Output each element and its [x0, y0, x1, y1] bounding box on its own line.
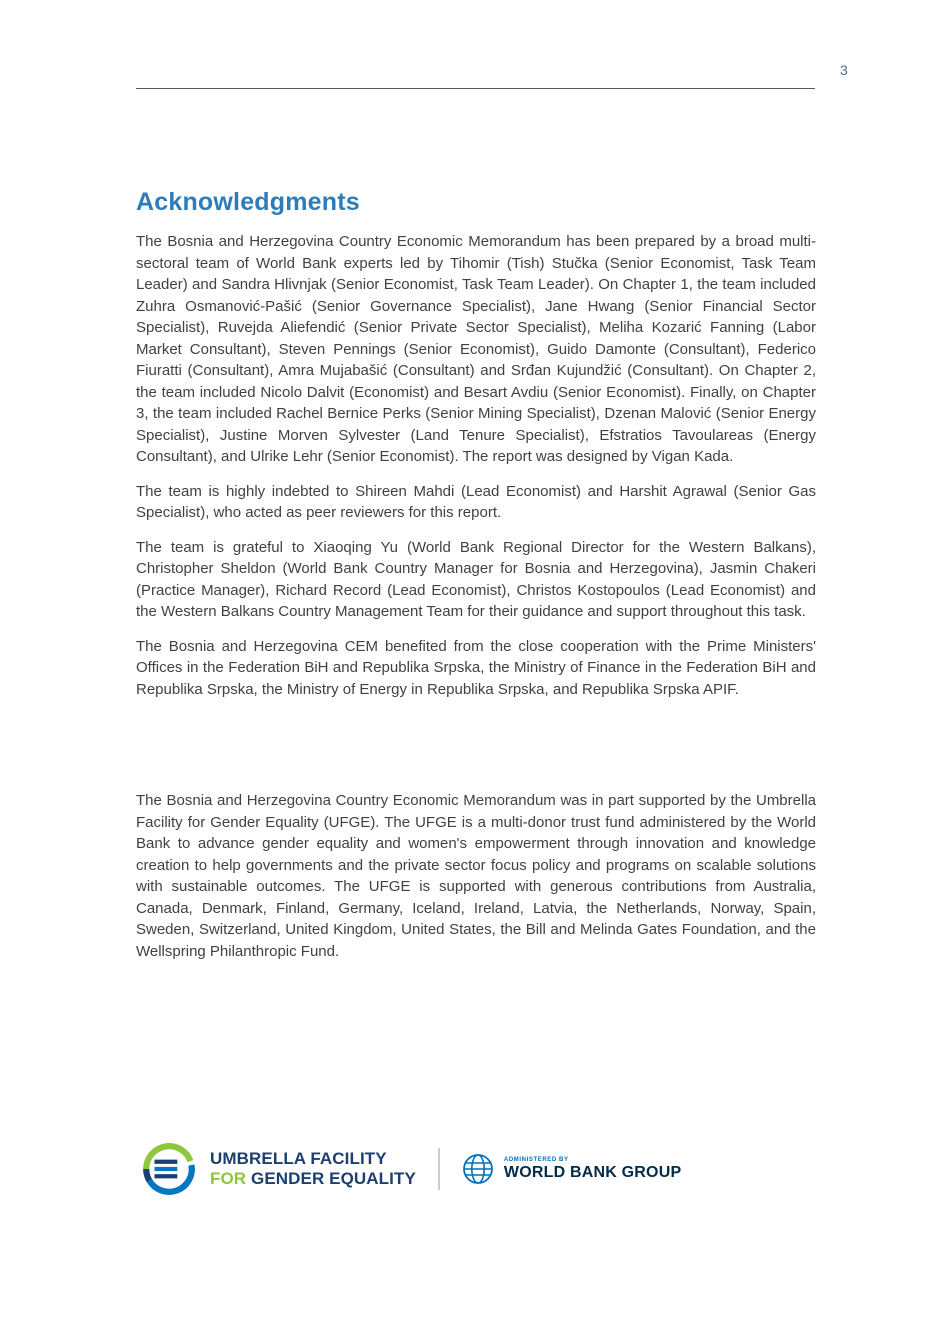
ufge-for: FOR: [210, 1169, 247, 1188]
ufge-line2: GENDER EQUALITY: [251, 1169, 416, 1188]
wbg-logo-text: [504, 1157, 681, 1182]
ufge-logo-text: [210, 1149, 416, 1189]
world-bank-group-logo: [460, 1151, 681, 1187]
acknowledgments-paragraph-2: The team is highly indebted to Shireen Mahdi (Lead Economist) and Harshit Agrawal (Senior Gas Specialist), who acted as peer reviewers for this report.: [136, 482, 816, 521]
acknowledgments-paragraph-1: The Bosnia and Herzegovina Country Economic Memorandum has been prepared by a broad multi-sectoral team of World Bank experts led by Tihomir (Tish) Stučka (Senior Economist, Task Team Leader) and Sandra Hlivnjak (Senior Economist, Task Team Leader). On Chapter 1, the team included Zuhra Osmanović-Pašić (Senior Governance Specialist), Jane Hwang (Senior Financial Sector Specialist), Ruvejda Aliefendić (Senior Private Sector Specialist), Meliha Kozarić Fanning (Labor Market Consultant), Steven Pennings (Senior Economist), Guido Damonte (Consultant), Federico Fiuratti (Consultant), Amra Mujabašić (Consultant) and Srđan Kujundžić (Consultant). On Chapter 2, the team included Nicolo Dalvit (Economist) and Besart Avdiu (Senior Economist). Finally, on Chapter 3, the team included Rachel Bernice Perks (Senior Mining Specialist), Dzenan Malović (Senior Energy Specialist), Justine Morven Sylvester (Land Tenure Specialist), Efstratios Tavoulareas (Energy Consultant), and Ulrike Lehr (Senior Economist). The report was designed by Vigan Kada.: [136, 233, 816, 465]
acknowledgments-paragraph-4: The Bosnia and Herzegovina CEM benefited from the close cooperation with the Prime Ministers' Offices in the Federation BiH and Republika Srpska, the Ministry of Finance in the Federation BiH and Republika Srpska, the Ministry of Energy in Republika Srpska, and Republika Srpska APIF.: [136, 637, 816, 698]
ufge-logo-icon: [140, 1140, 198, 1198]
page-content: [136, 188, 816, 962]
logo-divider: [438, 1148, 440, 1190]
ufge-support-paragraph: The Bosnia and Herzegovina Country Economic Memorandum was in part supported by the Umbrella Facility for Gender Equality (UFGE). The UFGE is a multi-donor trust fund administered by the World Bank to advance gender equality and women's empowerment through innovation and knowledge creation to help governments and the private sector focus policy and programs on scalable solutions with sustainable outcomes. The UFGE is supported with generous contributions from Australia, Canada, Denmark, Finland, Germany, Iceland, Ireland, Latvia, the Netherlands, Norway, Spain, Sweden, Switzerland, United Kingdom, United States, the Bill and Melinda Gates Foundation, and the Wellspring Philanthropic Fund.: [136, 792, 816, 960]
footer-logos: [140, 1140, 681, 1198]
wbg-name: WORLD BANK GROUP: [503, 1163, 682, 1181]
globe-icon: [460, 1151, 496, 1187]
ufge-logo: [140, 1140, 416, 1198]
page-number: 3: [840, 62, 848, 78]
page-title: Acknowledgments: [136, 188, 360, 216]
acknowledgments-paragraph-3: The team is grateful to Xiaoqing Yu (World Bank Regional Director for the Western Balkans), Christopher Sheldon (World Bank Country Manager for Bosnia and Herzegovina), Jasmin Chakeri (Practice Manager), Richard Record (Lead Economist), Christos Kostopoulos (Lead Economist) and the Western Balkans Country Management Team for their guidance and support throughout this task.: [136, 538, 816, 620]
wbg-administered-by: ADMINISTERED BY: [503, 1156, 569, 1163]
header-rule: [136, 88, 815, 89]
ufge-line1: UMBRELLA FACILITY: [210, 1149, 387, 1168]
